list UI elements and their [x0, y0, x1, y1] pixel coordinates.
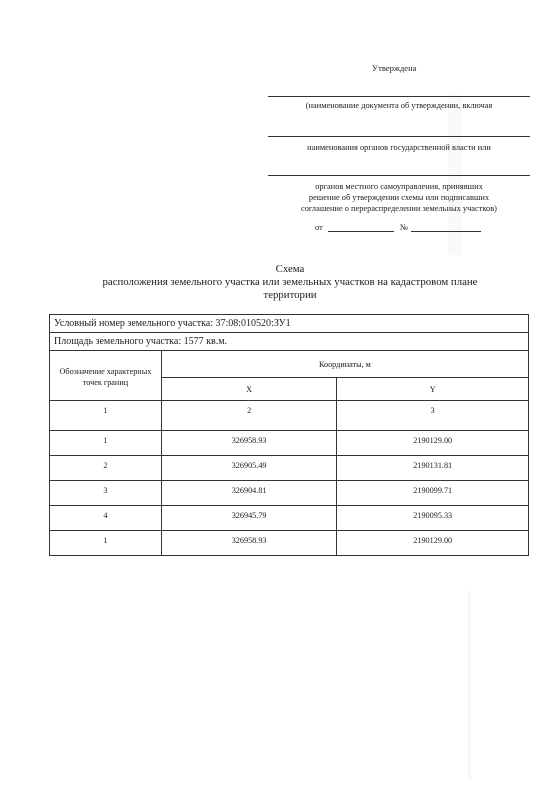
- number-field-line: [411, 231, 481, 232]
- y-cell: 2190131.81: [337, 456, 529, 481]
- approval-caption-2: наименования органов государственной власти или: [307, 143, 491, 152]
- point-cell: 1: [50, 531, 162, 556]
- date-field-line: [328, 231, 394, 232]
- approval-caption-3c: соглашение о перераспределении земельных участков): [301, 204, 497, 213]
- point-cell: 2: [50, 456, 162, 481]
- x-cell: 326905.49: [161, 456, 337, 481]
- y-cell: 2190099.71: [337, 481, 529, 506]
- approval-caption-1: (наименование документа об утверждении, включая: [305, 101, 493, 110]
- coordinates-table: [49, 314, 529, 556]
- scheme-title: [60, 263, 520, 302]
- area: Площадь земельного участка: 1577 кв.м.: [50, 333, 529, 351]
- approval-caption-3a: органов местного самоуправления, принявших: [315, 182, 483, 191]
- x-cell: 326958.93: [161, 431, 337, 456]
- scan-artifact: [468, 590, 471, 780]
- approval-line-3: [268, 175, 530, 176]
- scheme-title-line-2: расположения земельного участка или земельных участков на кадастровом плане: [102, 276, 478, 288]
- point-cell: 4: [50, 506, 162, 531]
- point-cell: 3: [50, 481, 162, 506]
- table-row: [50, 481, 529, 506]
- scheme-title-line-3: территории: [263, 289, 317, 301]
- table-row: [50, 431, 529, 456]
- table-row-area: [50, 333, 529, 351]
- y-cell: 2190129.00: [337, 531, 529, 556]
- y-cell: 2190129.00: [337, 431, 529, 456]
- header-coordinates: Координаты, м: [161, 351, 528, 378]
- numbering-cell: 3: [337, 401, 529, 431]
- table-row: [50, 506, 529, 531]
- scheme-title-line-1: Схема: [275, 263, 305, 275]
- approval-title: Утверждена: [372, 63, 417, 73]
- x-cell: 326958.93: [161, 531, 337, 556]
- table-row: [50, 531, 529, 556]
- date-prefix: от: [315, 223, 323, 232]
- conditional-number: Условный номер земельного участка: 37:08:010520:ЗУ1: [50, 315, 529, 333]
- numbering-cell: 2: [161, 401, 337, 431]
- approval-caption-3b: решение об утверждении схемы или подписавших: [308, 193, 490, 202]
- table-row-conditional-number: [50, 315, 529, 333]
- approval-line-2: [268, 136, 530, 137]
- number-prefix: №: [400, 223, 408, 232]
- point-cell: 1: [50, 431, 162, 456]
- table-row: [50, 456, 529, 481]
- header-x: X: [161, 378, 337, 401]
- header-points: Обозначение характерных точек границ: [50, 351, 162, 401]
- header-y: Y: [337, 378, 529, 401]
- table-numbering-row: [50, 401, 529, 431]
- x-cell: 326945.79: [161, 506, 337, 531]
- numbering-cell: 1: [50, 401, 162, 431]
- table-header-row: [50, 351, 529, 378]
- y-cell: 2190095.33: [337, 506, 529, 531]
- approval-line-1: [268, 96, 530, 97]
- x-cell: 326904.81: [161, 481, 337, 506]
